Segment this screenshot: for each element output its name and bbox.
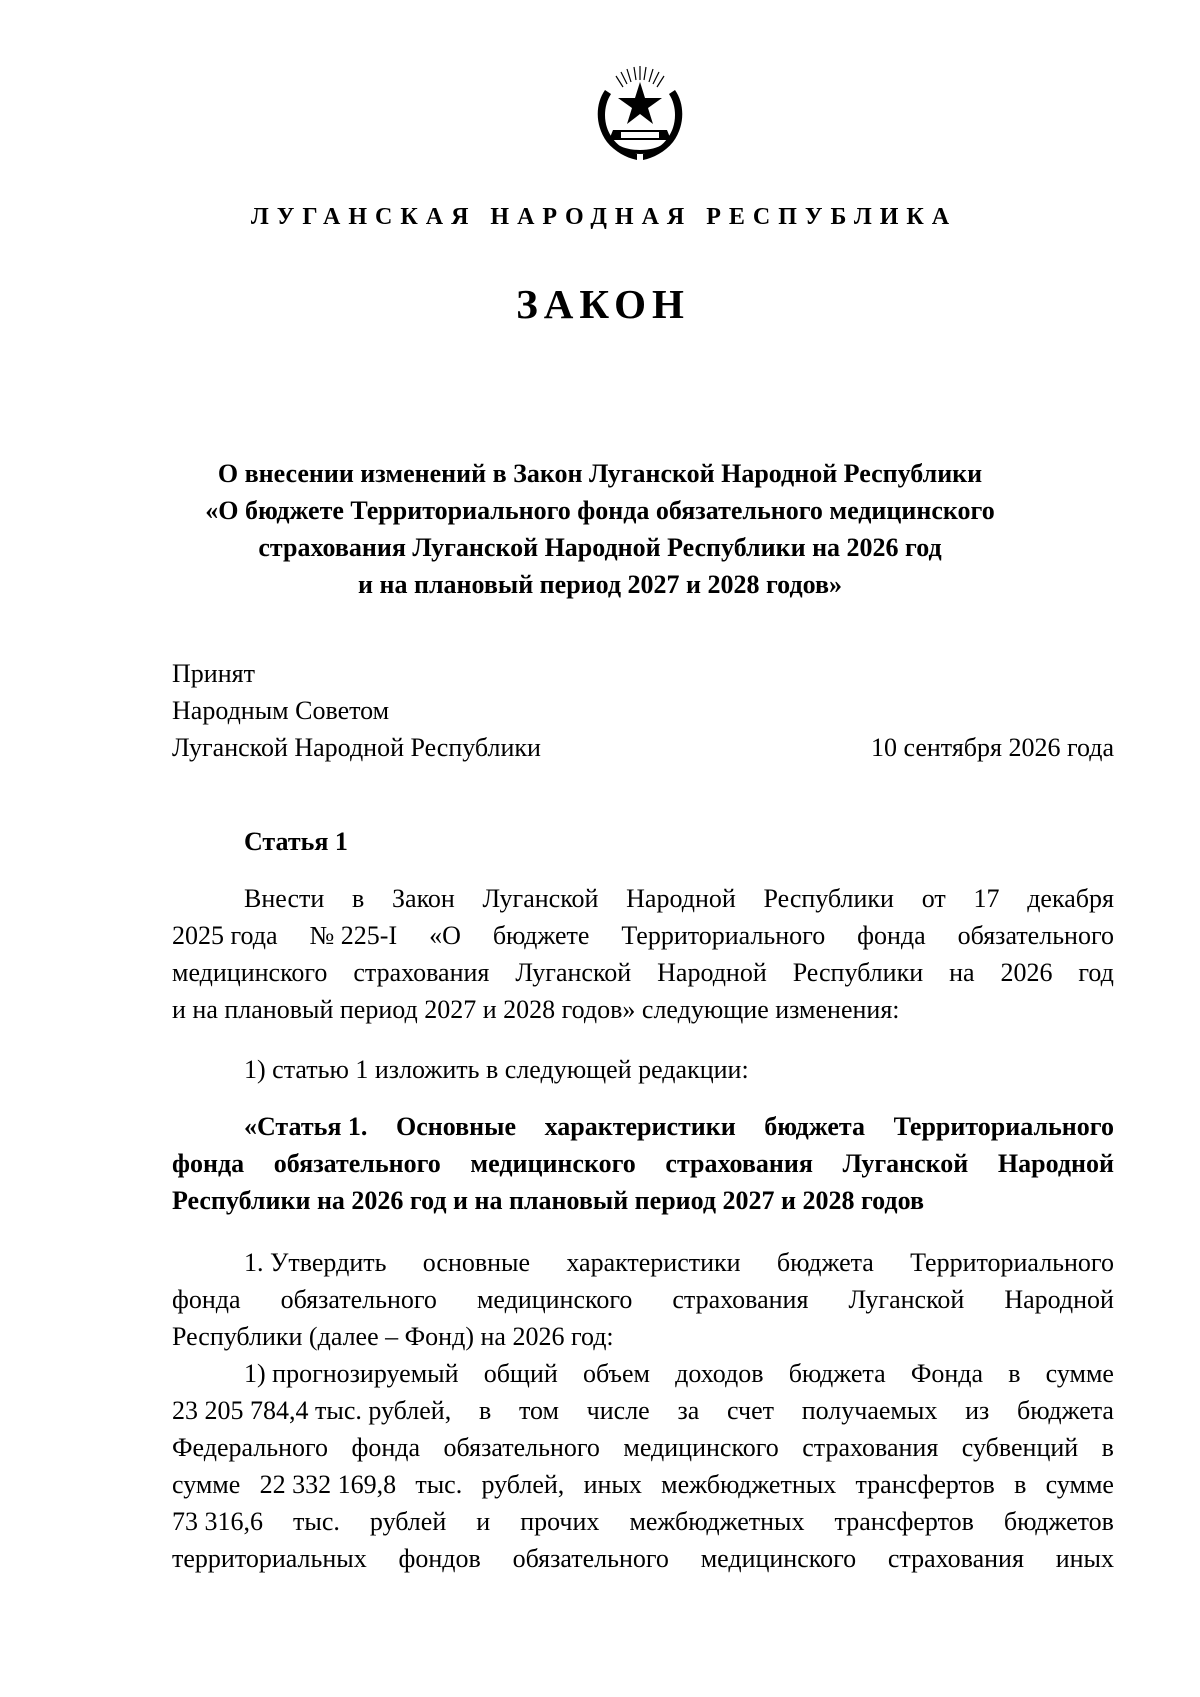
word: бюджете — [492, 921, 590, 950]
word: в — [1008, 1359, 1021, 1388]
word: тыс. — [293, 1507, 340, 1536]
adoption-block — [172, 655, 1114, 766]
word: Территориального — [893, 1112, 1114, 1141]
word: Внести — [244, 884, 325, 913]
word: медицинского — [470, 1149, 636, 1178]
word: бюджета — [788, 1359, 886, 1388]
word: бюджетов — [1003, 1507, 1114, 1536]
adopted-by-republic: Луганской Народной Республики — [172, 733, 541, 762]
word: территориальных — [172, 1544, 367, 1573]
point-1 — [172, 1244, 1114, 1355]
word: 73 316,6 — [172, 1507, 263, 1536]
word: тыс. — [415, 1470, 463, 1499]
paragraph-line — [172, 1392, 1114, 1429]
word: характеристики — [566, 1248, 741, 1277]
paragraph-line — [172, 1540, 1114, 1577]
word: из — [965, 1396, 990, 1425]
word: 1. Утвердить — [244, 1248, 387, 1277]
paragraph-line — [172, 1108, 1114, 1145]
word: числе — [586, 1396, 650, 1425]
word: фонда — [172, 1285, 241, 1314]
word: доходов — [675, 1359, 764, 1388]
word: медицинского — [172, 958, 328, 987]
paragraph-line — [172, 1145, 1114, 1182]
word: декабря — [1027, 884, 1114, 913]
word: Республики — [792, 958, 924, 987]
word: фонда — [351, 1433, 421, 1462]
paragraph-line — [172, 1466, 1114, 1503]
subject-line: и на плановый период 2027 и 2028 годов» — [358, 570, 842, 599]
paragraph-line — [172, 1244, 1114, 1281]
word: от — [921, 884, 946, 913]
article-1-item-1 — [172, 1051, 1114, 1088]
paragraph-line: 1) статью 1 изложить в следующей редакции: — [244, 1055, 749, 1084]
paragraph-line — [172, 954, 1114, 991]
word: за — [677, 1396, 700, 1425]
lpr-coat-of-arms-icon — [587, 60, 693, 164]
paragraph-line — [172, 1429, 1114, 1466]
word: медицинского — [700, 1544, 857, 1573]
subject-line: «О бюджете Территориального фонда обязательного медицинского — [205, 496, 995, 525]
paragraph-line: и на плановый период 2027 и 2028 годов» следующие изменения: — [172, 995, 900, 1024]
word: «Статья 1. — [244, 1112, 368, 1141]
word: бюджета — [1017, 1396, 1114, 1425]
quoted-article-heading — [172, 1108, 1114, 1219]
word: «О — [429, 921, 461, 950]
word: счет — [727, 1396, 774, 1425]
document-type-title: ЗАКОН — [516, 281, 690, 327]
word: фондов — [398, 1544, 481, 1573]
word: обязательного — [280, 1285, 437, 1314]
word: характеристики — [544, 1112, 736, 1141]
word: рублей, — [481, 1470, 565, 1499]
word: Территориального — [910, 1248, 1114, 1277]
word: страхования — [887, 1544, 1024, 1573]
word: обязательного — [273, 1149, 441, 1178]
republic-name: ЛУГАНСКАЯ НАРОДНАЯ РЕСПУБЛИКА — [250, 204, 958, 230]
subject-line: страхования Луганской Народной Республики на 2026 год — [258, 533, 942, 562]
word: 23 205 784,4 тыс. рублей, — [172, 1396, 452, 1425]
paragraph-line: Республики (далее – Фонд) на 2026 год: — [172, 1322, 614, 1351]
adoption-date: 10 сентября 2026 года — [870, 733, 1114, 762]
word: обязательного — [957, 921, 1114, 950]
word: страхования — [672, 1285, 809, 1314]
word: 2026 — [1000, 958, 1053, 987]
word: медицинского — [623, 1433, 779, 1462]
word: Федерального — [172, 1433, 329, 1462]
subpoint-1 — [172, 1355, 1114, 1577]
paragraph-line — [172, 1281, 1114, 1318]
word: основные — [422, 1248, 531, 1277]
word: трансфертов — [834, 1507, 974, 1536]
word: получаемых — [801, 1396, 938, 1425]
word: год — [1078, 958, 1114, 987]
word: 2025 года — [172, 921, 278, 950]
adopted-label: Принят — [172, 659, 255, 688]
word: сумме — [1045, 1359, 1114, 1388]
word: Народной — [626, 884, 736, 913]
word: обязательного — [512, 1544, 669, 1573]
word: прочих — [520, 1507, 600, 1536]
word: трансфертов — [855, 1470, 995, 1499]
word: рублей — [369, 1507, 447, 1536]
word: 1) прогнозируемый — [244, 1359, 459, 1388]
word: на — [949, 958, 975, 987]
word: том — [518, 1396, 559, 1425]
article-heading: Статья 1 — [244, 827, 348, 856]
word: страхования — [802, 1433, 939, 1462]
word: в — [478, 1396, 492, 1425]
word: Территориального — [621, 921, 826, 950]
word: в — [352, 884, 365, 913]
subject-line: О внесении изменений в Закон Луганской Народной Республики — [217, 459, 983, 488]
word: Народной — [657, 958, 767, 987]
word: сумме — [1045, 1470, 1114, 1499]
word: фонда — [857, 921, 926, 950]
word: Луганской — [482, 884, 599, 913]
paragraph-line — [172, 880, 1114, 917]
word: Народной — [997, 1149, 1114, 1178]
word: Закон — [392, 884, 455, 913]
adopted-by-row — [172, 729, 1114, 766]
word: Фонда — [910, 1359, 984, 1388]
word: в — [1101, 1433, 1114, 1462]
adopted-by: Народным Советом — [172, 696, 390, 725]
word: Луганской — [515, 958, 632, 987]
word: объем — [582, 1359, 650, 1388]
law-subject — [150, 455, 1050, 603]
word: межбюджетных — [661, 1470, 837, 1499]
word: сумме — [172, 1470, 241, 1499]
word: страхования — [353, 958, 490, 987]
word: обязательного — [443, 1433, 600, 1462]
word: субвенций — [961, 1433, 1079, 1462]
article-1-heading-block — [172, 823, 1114, 860]
word: общий — [483, 1359, 558, 1388]
word: страхования — [665, 1149, 813, 1178]
article-1-intro — [172, 880, 1114, 1028]
word: Луганской — [848, 1285, 965, 1314]
word: в — [1014, 1470, 1027, 1499]
paragraph-line — [172, 1355, 1114, 1392]
word: межбюджетных — [629, 1507, 805, 1536]
word: Республики — [763, 884, 894, 913]
word: Народной — [1004, 1285, 1114, 1314]
paragraph-line — [172, 1503, 1114, 1540]
word: медицинского — [476, 1285, 633, 1314]
word: бюджета — [764, 1112, 865, 1141]
word: 22 332 169,8 — [259, 1470, 397, 1499]
word: иных — [583, 1470, 642, 1499]
word: Луганской — [842, 1149, 969, 1178]
word: и — [476, 1507, 491, 1536]
paragraph-line: Республики на 2026 год и на плановый период 2027 и 2028 годов — [172, 1186, 924, 1215]
word: фонда — [172, 1149, 245, 1178]
word: 17 — [973, 884, 1000, 913]
word: № 225-I — [309, 921, 398, 950]
word: Основные — [396, 1112, 516, 1141]
word: бюджета — [776, 1248, 874, 1277]
word: иных — [1055, 1544, 1114, 1573]
paragraph-line — [172, 917, 1114, 954]
